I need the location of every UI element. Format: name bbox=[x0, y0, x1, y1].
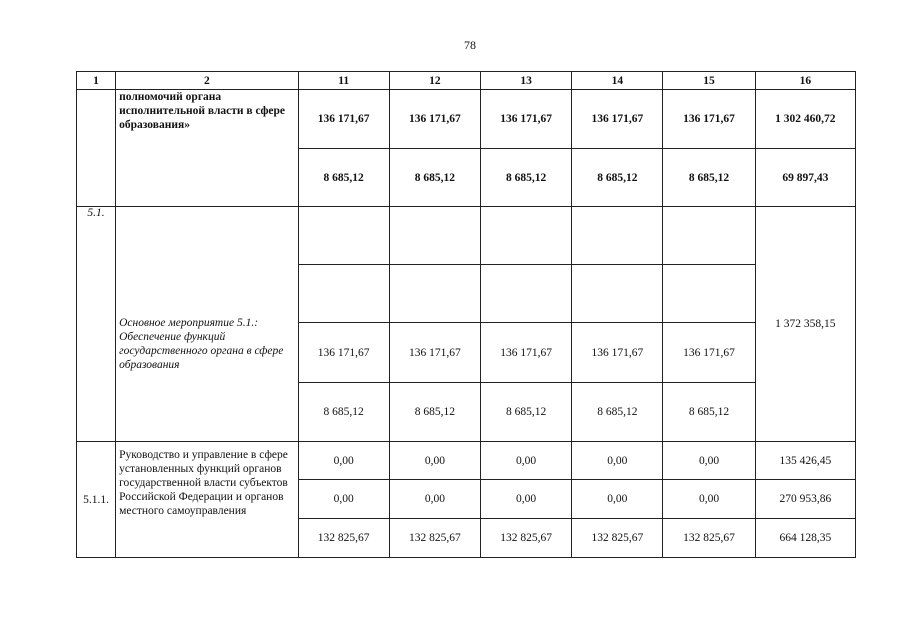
value-cell: 132 825,67 bbox=[480, 519, 571, 558]
value-cell: 8 685,12 bbox=[389, 149, 480, 207]
total-cell: 270 953,86 bbox=[755, 480, 855, 519]
value-cell: 0,00 bbox=[298, 480, 389, 519]
value-cell: 136 171,67 bbox=[298, 90, 389, 149]
budget-table bbox=[76, 71, 856, 558]
description-cell: полномочий органа исполнительной власти в сфере образования» bbox=[116, 90, 298, 207]
empty-cell bbox=[572, 207, 663, 265]
value-cell: 8 685,12 bbox=[298, 149, 389, 207]
value-cell: 136 171,67 bbox=[572, 90, 663, 149]
header-cell: 16 bbox=[755, 72, 855, 90]
empty-cell bbox=[298, 265, 389, 323]
value-cell: 8 685,12 bbox=[480, 149, 571, 207]
value-cell: 136 171,67 bbox=[298, 323, 389, 383]
value-cell: 0,00 bbox=[389, 442, 480, 480]
value-cell: 132 825,67 bbox=[572, 519, 663, 558]
empty-cell bbox=[298, 207, 389, 265]
value-cell: 8 685,12 bbox=[572, 149, 663, 207]
value-cell: 132 825,67 bbox=[389, 519, 480, 558]
total-cell: 1 372 358,15 bbox=[755, 207, 855, 442]
header-cell: 15 bbox=[663, 72, 755, 90]
empty-cell bbox=[663, 265, 755, 323]
table-row bbox=[77, 90, 856, 149]
index-cell bbox=[77, 90, 116, 207]
empty-cell bbox=[663, 207, 755, 265]
header-cell: 2 bbox=[116, 72, 298, 90]
value-cell: 136 171,67 bbox=[389, 323, 480, 383]
header-cell: 1 bbox=[77, 72, 116, 90]
empty-cell bbox=[572, 265, 663, 323]
value-cell: 0,00 bbox=[298, 442, 389, 480]
value-cell: 0,00 bbox=[663, 442, 755, 480]
header-cell: 11 bbox=[298, 72, 389, 90]
index-cell: 5.1. bbox=[77, 207, 116, 442]
total-cell: 135 426,45 bbox=[755, 442, 855, 480]
value-cell: 136 171,67 bbox=[663, 323, 755, 383]
empty-cell bbox=[480, 265, 571, 323]
value-cell: 8 685,12 bbox=[480, 383, 571, 442]
value-cell: 8 685,12 bbox=[572, 383, 663, 442]
header-cell: 12 bbox=[389, 72, 480, 90]
empty-cell bbox=[389, 207, 480, 265]
header-cell: 14 bbox=[572, 72, 663, 90]
empty-cell bbox=[389, 265, 480, 323]
value-cell: 0,00 bbox=[572, 442, 663, 480]
value-cell: 132 825,67 bbox=[663, 519, 755, 558]
value-cell: 136 171,67 bbox=[480, 323, 571, 383]
index-cell: 5.1.1. bbox=[77, 442, 116, 558]
value-cell: 0,00 bbox=[572, 480, 663, 519]
value-cell: 136 171,67 bbox=[663, 90, 755, 149]
value-cell: 132 825,67 bbox=[298, 519, 389, 558]
value-cell: 8 685,12 bbox=[389, 383, 480, 442]
table-row bbox=[77, 442, 856, 480]
value-cell: 0,00 bbox=[480, 442, 571, 480]
value-cell: 136 171,67 bbox=[572, 323, 663, 383]
total-cell: 69 897,43 bbox=[755, 149, 855, 207]
value-cell: 8 685,12 bbox=[663, 383, 755, 442]
value-cell: 0,00 bbox=[663, 480, 755, 519]
page-number: 78 bbox=[464, 38, 476, 52]
value-cell: 0,00 bbox=[480, 480, 571, 519]
value-cell: 8 685,12 bbox=[663, 149, 755, 207]
value-cell: 136 171,67 bbox=[480, 90, 571, 149]
description-cell: Руководство и управление в сфере установленных функций органов государственной власти субъектов Российской Федерации и органов местного самоуправления bbox=[116, 442, 298, 558]
header-cell: 13 bbox=[480, 72, 571, 90]
description-cell: Основное мероприятие 5.1.: Обеспечение функций государственного органа в сфере образования bbox=[116, 207, 298, 442]
total-cell: 1 302 460,72 bbox=[755, 90, 855, 149]
empty-cell bbox=[480, 207, 571, 265]
table-row bbox=[77, 207, 856, 265]
total-cell: 664 128,35 bbox=[755, 519, 855, 558]
value-cell: 8 685,12 bbox=[298, 383, 389, 442]
header-row bbox=[77, 72, 856, 90]
value-cell: 136 171,67 bbox=[389, 90, 480, 149]
value-cell: 0,00 bbox=[389, 480, 480, 519]
